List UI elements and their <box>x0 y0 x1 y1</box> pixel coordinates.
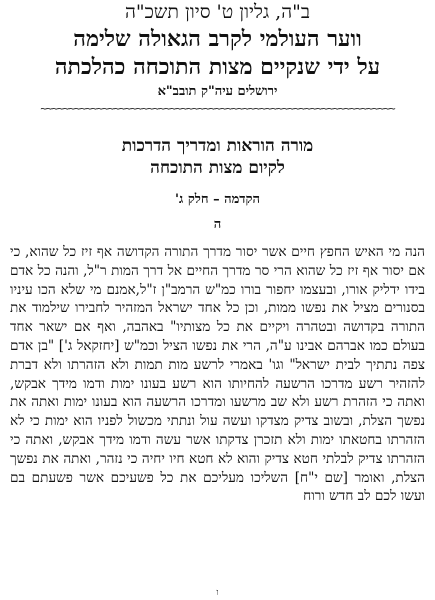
section-label: הקדמה – חלק ג' <box>175 192 260 207</box>
tilde-divider: ~~~~~~~~~~~~~~~~~~~~~~~~~~~~~~~~~~~~~~~~~~~~~~~~~~~~~~~~~~~~~~~ <box>40 103 395 115</box>
location-line: ירושלים עיה"ק תובב"א <box>157 84 278 99</box>
body-text <box>10 243 425 506</box>
article-subtitle: לקיום מצות התוכחה <box>150 158 285 178</box>
body-paragraph: הנה מי האיש החפץ חיים אשר יסור מדרך התורה הקדושה אף זיז כל שהוא, כי אם יסור אף זיז כל שהוא הרי סר מדרך החיים אל דרך המות ר"ל, והנה כל אדם בידו ידליק אורו, ובעצמו יחפור בורו כמ"ש הרמב"ן ז"ל,אמנם מי שלא הכו עיניו בסנורים מציל את נפשו ממות, וכן כל אחד ישראל המזהיר לחבירו שילמוד את התורה בקדושה ובטהרה ויקיים את כל מצותיו" באהבה, ואף אם ישאר אחד בעולם כמו אברהם אבינו ע"ה, הרי את נפשו הציל וכמ"ש [יחזקאל ג'] "בן אדם צפה נתתיך לבית ישראל" וגו' באמרי לרשע מות תמות ולא הזהרתו ולא דברת להזהיר רשע מדרכו הרשעה להחיותו הוא רשע בעונו ימות ודמו מידך אבקש, ואתה כי הזהרת רשע ולא שב מרשעו ומדרכו הרשעה הוא בעונו ימות ואתה את נפשך הצלת, ובשוב צדיק מצדקו ועשה עול ונתתי מכשול לפניו הוא ימות כי לא הזהרתו בחטאתו ימות ולא תזכרן צדקתו אשר עשה ודמו מידך אבקש, ואתה כי הזהרתו צדיק לבלתי חטא צדיק והוא לא חטא חיו יחיה כי נזהר, ואתה את נפשך הצלת, ואומר [שם י"ח] השליכו מעליכם את כל פשעיכם אשר פשעתם בם ועשו לכם לב חדש ורוח <box>10 244 425 505</box>
date-line: ב"ה, גליון ט' סיון תשכ"ה <box>124 1 311 23</box>
section-letter: ה <box>213 217 222 232</box>
organization-name: ווער העולמי לקרב הגאולה שלימה <box>73 26 362 52</box>
page-number: ו <box>216 588 219 598</box>
article-title: מורה הוראות ומדריך הדרכות <box>121 136 314 156</box>
organization-subtitle: על ידי שנקיים מצות התוכחה כהלכתה <box>54 54 381 80</box>
